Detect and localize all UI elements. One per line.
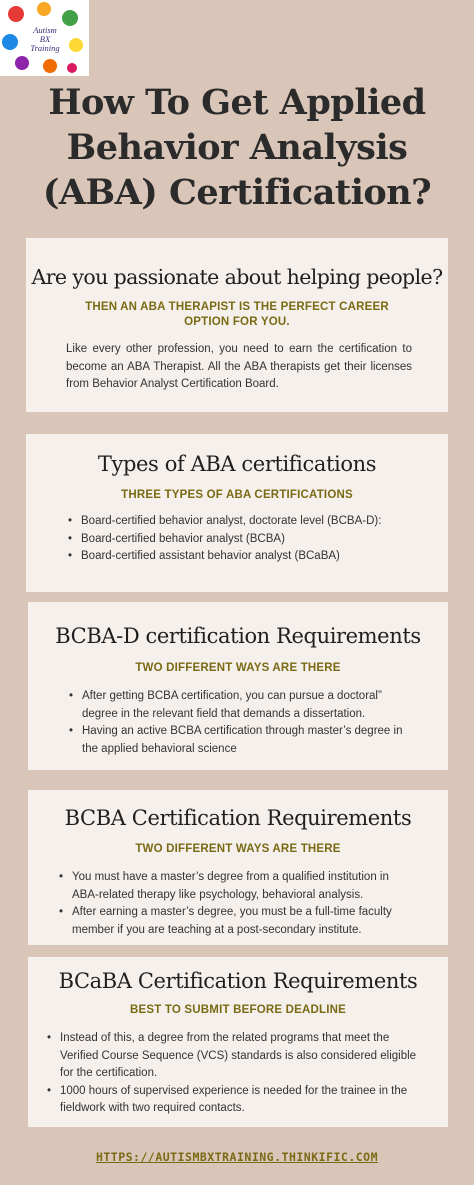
logo-text-line1: Autism [33, 25, 57, 35]
logo-text-line2: BX [39, 34, 51, 44]
page-title: How To Get Applied Behavior Analysis (ABA) Certification? [42, 82, 432, 213]
section-list [60, 1030, 418, 1118]
section-list [82, 688, 403, 758]
section-heading: BCaBA Certification Requirements [58, 969, 418, 993]
section-paragraph: Like every other profession, you need to earn the certification to become an ABA Therapist. All the ABA therapists get their licenses from Behavior Analyst Certification Board. [66, 343, 412, 390]
section-subheading: THEN AN ABA THERAPIST IS THE PERFECT CAREER OPTION FOR YOU. [85, 301, 389, 328]
list-item: • Having an active BCBA certification through master’s degree in the applied behavioral science [82, 723, 403, 758]
section-list [72, 869, 410, 939]
list-item: • Board-certified behavior analyst, doctorate level (BCBA-D): [81, 513, 388, 531]
section-subheading: THREE TYPES OF ABA CERTIFICATIONS [121, 489, 353, 501]
list-item: • 1000 hours of supervised experience is needed for the trainee in the fieldwork with two required contacts. [60, 1083, 418, 1118]
section-subheading: TWO DIFFERENT WAYS ARE THERE [135, 843, 341, 855]
list-item: • After getting BCBA certification, you can pursue a doctoral” degree in the relevant field that demands a dissertation. [82, 688, 403, 723]
section-heading: Are you passionate about helping people? [31, 265, 443, 289]
logo-text-line3: Training [30, 43, 60, 53]
list-item: • Board-certified assistant behavior analyst (BCaBA) [81, 548, 388, 566]
section-list [81, 513, 388, 566]
section-subheading: BEST TO SUBMIT BEFORE DEADLINE [130, 1004, 346, 1016]
section-subheading: TWO DIFFERENT WAYS ARE THERE [135, 662, 341, 674]
section-heading: BCBA Certification Requirements [64, 806, 412, 830]
list-item: • You must have a master’s degree from a qualified institution in ABA-related therapy like psychology, behavioral analysis. [72, 869, 410, 904]
section-heading: BCBA-D certification Requirements [55, 624, 421, 648]
list-item: • Instead of this, a degree from the related programs that meet the Verified Course Sequence (VCS) standards is also considered eligible for the certification. [60, 1030, 418, 1083]
section-bcba [28, 790, 448, 945]
list-item: • Board-certified behavior analyst (BCBA) [81, 531, 388, 549]
section-bcba-d [28, 602, 448, 770]
section-bcaba [28, 957, 448, 1127]
section-types [26, 434, 448, 592]
hands-logo-graphic [0, 0, 89, 76]
logo [0, 0, 89, 76]
section-passion [26, 238, 448, 412]
footer-link[interactable]: HTTPS://AUTISMBXTRAINING.THINKIFIC.COM [95, 1150, 379, 1164]
list-item: • After earning a master’s degree, you must be a full-time faculty member if you are teaching at a post-secondary institute. [72, 904, 410, 939]
section-heading: Types of ABA certifications [97, 452, 377, 476]
